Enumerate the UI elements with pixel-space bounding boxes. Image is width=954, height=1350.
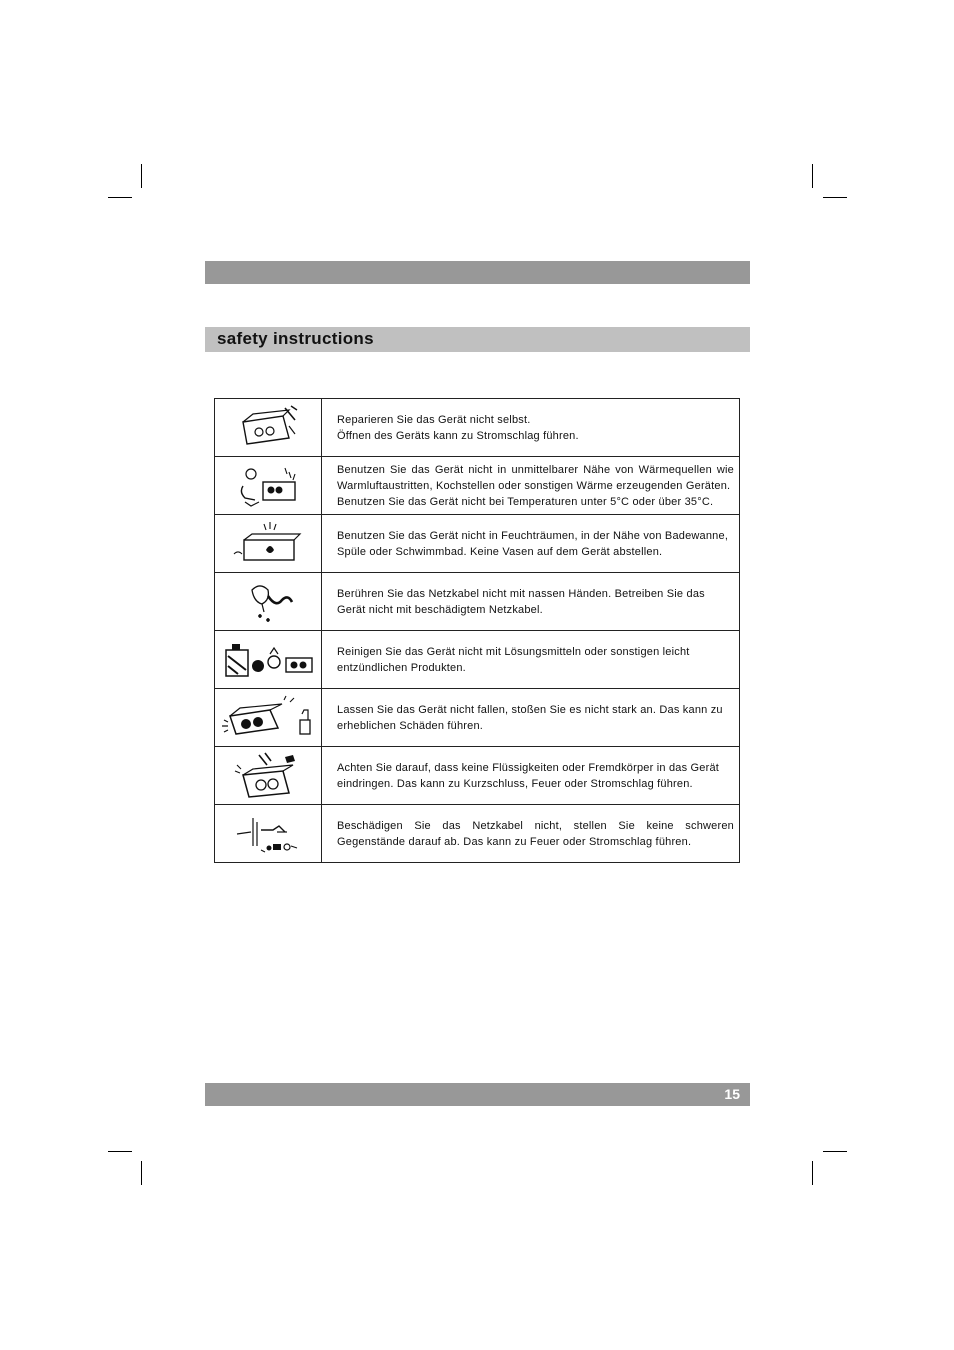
cleaning-solvent-icon: [220, 636, 316, 684]
footer-band: [205, 1083, 750, 1106]
crop-mark: [141, 1161, 142, 1185]
table-row: [215, 399, 740, 457]
page-number: 15: [724, 1086, 740, 1102]
instruction-text: Berühren Sie das Netzkabel nicht mit nassen Händen. Betreiben Sie das Gerät nicht mit beschädigtem Netzkabel.: [337, 587, 705, 616]
instruction-text: Öffnen des Geräts kann zu Stromschlag führen.: [337, 429, 579, 442]
table-row: [215, 457, 740, 515]
crop-mark: [141, 164, 142, 188]
instruction-text: Reinigen Sie das Gerät nicht mit Lösungsmitteln oder sonstigen leicht entzündlichen Produkten.: [337, 645, 690, 674]
instruction-text: Reparieren Sie das Gerät nicht selbst.: [337, 413, 531, 426]
crop-mark: [812, 164, 813, 188]
instruction-text: Achten Sie darauf, dass keine Flüssigkeiten oder Fremdkörper in das Gerät eindringen. Das kann zu Kurzschluss, Feuer oder Stromschlag führen.: [337, 761, 720, 790]
table-row: [215, 515, 740, 573]
damaged-cable-icon: [233, 812, 303, 856]
instruction-text: Benutzen Sie das Gerät nicht in unmittelbarer Nähe von Wärmequellen wie Warmluftaustritten, Kochstellen oder sonstigen Wärme erzeugenden Geräten.: [337, 463, 734, 492]
header-band: [205, 261, 750, 284]
heat-icon: [231, 462, 305, 510]
crop-mark: [812, 1161, 813, 1185]
crop-mark: [108, 197, 132, 198]
instruction-text: Beschädigen Sie das Netzkabel nicht, stellen Sie keine schweren Gegenstände darauf ab. Das kann zu Feuer oder Stromschlag führen.: [337, 819, 734, 848]
instruction-text: Benutzen Sie das Gerät nicht bei Temperaturen unter 5°C oder über 35°C.: [337, 495, 714, 508]
crop-mark: [108, 1151, 132, 1152]
water-icon: [230, 520, 306, 568]
crop-mark: [823, 197, 847, 198]
instruction-text: Benutzen Sie das Gerät nicht in Feuchträumen, in der Nähe von Badewanne, Spüle oder Schwimmbad. Keine Vasen auf dem Gerät abstellen.: [337, 529, 729, 558]
crop-mark: [823, 1151, 847, 1152]
table-row: [215, 573, 740, 631]
table-row: [215, 689, 740, 747]
safety-instructions-table: [214, 398, 740, 863]
liquid-intrusion-icon: [231, 751, 305, 801]
table-row: [215, 805, 740, 863]
page-title: safety instructions: [217, 329, 374, 348]
section-title-bar: [205, 327, 750, 352]
wet-hands-plug-icon: [238, 578, 298, 626]
table-row: [215, 747, 740, 805]
drop-impact-icon: [220, 694, 316, 742]
instruction-text: Lassen Sie das Gerät nicht fallen, stoßen Sie es nicht stark an. Das kann zu erheblichen Schäden führen.: [337, 703, 723, 732]
repair-icon: [233, 404, 303, 452]
table-row: [215, 631, 740, 689]
